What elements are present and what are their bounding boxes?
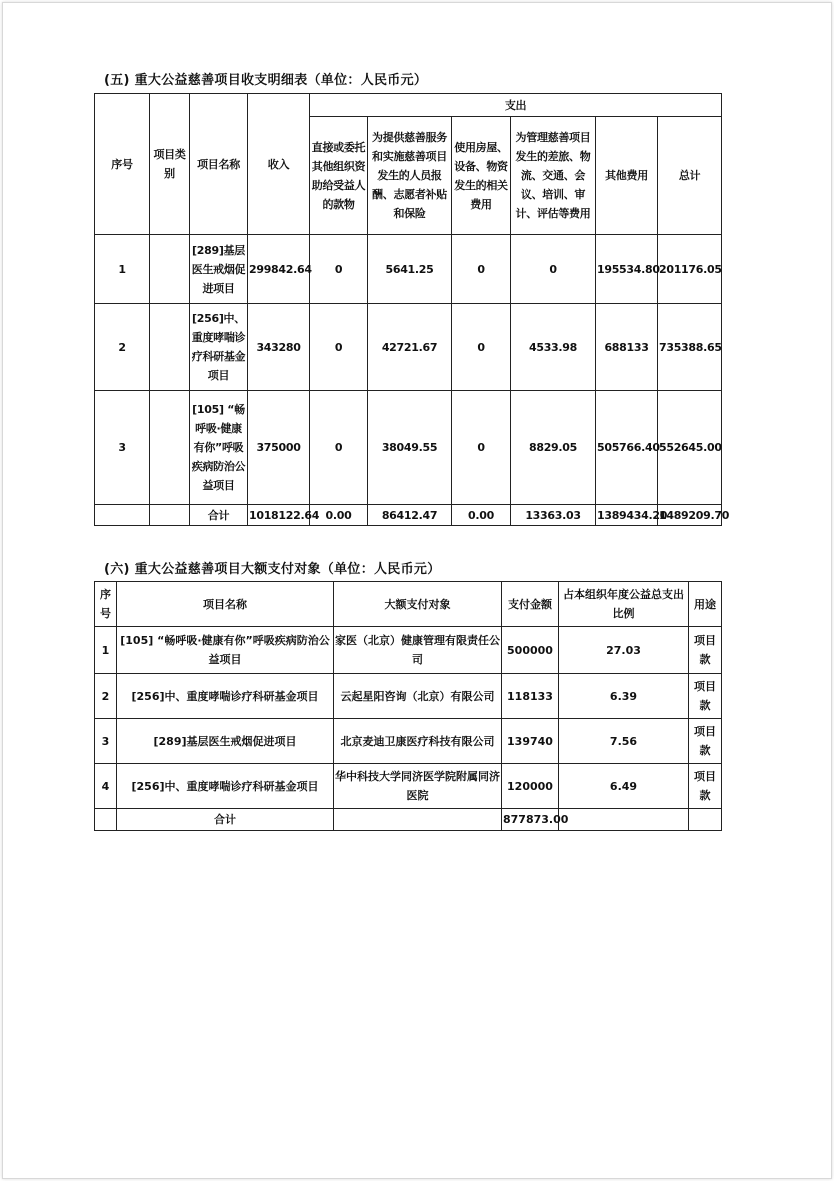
header-expense: 支出	[310, 94, 722, 117]
other-cell: 195534.80	[596, 235, 658, 304]
payee-cell	[334, 809, 502, 831]
header-seq: 序号	[95, 94, 150, 235]
name-cell: [289]基层医生戒烟促进项目	[190, 235, 248, 304]
category-cell	[150, 391, 190, 505]
amount-cell: 118133	[502, 674, 559, 719]
total-cell: 201176.05	[658, 235, 722, 304]
staff-cell: 5641.25	[368, 235, 452, 304]
header-purpose: 用途	[689, 582, 722, 627]
purpose-cell: 项目款	[689, 627, 722, 674]
seq-cell: 3	[95, 719, 117, 764]
table-row	[95, 719, 722, 764]
seq-cell: 4	[95, 764, 117, 809]
other-cell: 1389434.20	[596, 505, 658, 526]
payee-cell: 华中科技大学同济医学院附属同济医院	[334, 764, 502, 809]
amount-cell: 877873.00	[502, 809, 559, 831]
purpose-cell: 项目款	[689, 764, 722, 809]
header-ratio: 占本组织年度公益总支出比例	[559, 582, 689, 627]
table-row	[95, 391, 722, 505]
header-management: 为管理慈善项目发生的差旅、物流、交通、会议、培训、审计、评估等费用	[511, 117, 596, 235]
management-cell: 0	[511, 235, 596, 304]
income-expense-table	[94, 93, 730, 526]
other-cell: 505766.40	[596, 391, 658, 505]
direct-cell: 0	[310, 235, 368, 304]
category-cell	[150, 304, 190, 391]
staff-cell: 86412.47	[368, 505, 452, 526]
table-row	[95, 627, 722, 674]
payee-cell: 北京麦迪卫康医疗科技有限公司	[334, 719, 502, 764]
income-cell: 1018122.64	[248, 505, 310, 526]
section5-title: (五) 重大公益慈善项目收支明细表（单位：人民币元）	[104, 73, 428, 88]
total-cell: 552645.00	[658, 391, 722, 505]
table-row	[95, 235, 722, 304]
property-cell: 0	[452, 391, 511, 505]
category-cell	[150, 235, 190, 304]
direct-cell: 0.00	[310, 505, 368, 526]
category-cell	[150, 505, 190, 526]
income-cell: 375000	[248, 391, 310, 505]
purpose-cell	[689, 809, 722, 831]
amount-cell: 139740	[502, 719, 559, 764]
property-cell: 0.00	[452, 505, 511, 526]
seq-cell: 1	[95, 627, 117, 674]
header-name: 项目名称	[190, 94, 248, 235]
amount-cell: 120000	[502, 764, 559, 809]
direct-cell: 0	[310, 304, 368, 391]
ratio-cell: 27.03	[559, 627, 689, 674]
payee-cell: 云起星阳咨询（北京）有限公司	[334, 674, 502, 719]
name-cell: [105] “畅呼吸·健康有你”呼吸疾病防治公益项目	[190, 391, 248, 505]
section6-title: (六) 重大公益慈善项目大额支付对象（单位：人民币元）	[104, 562, 441, 577]
income-cell: 299842.64	[248, 235, 310, 304]
name-cell: [289]基层医生戒烟促进项目	[117, 719, 334, 764]
header-other: 其他费用	[596, 117, 658, 235]
total-cell: 735388.65	[658, 304, 722, 391]
name-cell: [256]中、重度哮喘诊疗科研基金项目	[190, 304, 248, 391]
large-payment-table	[94, 581, 722, 831]
direct-cell: 0	[310, 391, 368, 505]
header-direct: 直接或委托其他组织资助给受益人的款物	[310, 117, 368, 235]
income-cell: 343280	[248, 304, 310, 391]
table-row	[95, 304, 722, 391]
header-name: 项目名称	[117, 582, 334, 627]
ratio-cell: 6.39	[559, 674, 689, 719]
table-row	[95, 674, 722, 719]
sum-label: 合计	[190, 505, 248, 526]
header-payee: 大额支付对象	[334, 582, 502, 627]
seq-cell: 1	[95, 235, 150, 304]
header-total: 总计	[658, 117, 722, 235]
ratio-cell: 7.56	[559, 719, 689, 764]
property-cell: 0	[452, 235, 511, 304]
staff-cell: 38049.55	[368, 391, 452, 505]
ratio-cell	[559, 809, 689, 831]
sum-row	[95, 809, 722, 831]
sum-row	[95, 505, 722, 526]
purpose-cell: 项目款	[689, 719, 722, 764]
seq-cell: 2	[95, 304, 150, 391]
seq-cell	[95, 809, 117, 831]
management-cell: 13363.03	[511, 505, 596, 526]
header-income: 收入	[248, 94, 310, 235]
seq-cell: 2	[95, 674, 117, 719]
name-cell: [256]中、重度哮喘诊疗科研基金项目	[117, 764, 334, 809]
other-cell: 688133	[596, 304, 658, 391]
property-cell: 0	[452, 304, 511, 391]
name-cell: [105] “畅呼吸·健康有你”呼吸疾病防治公益项目	[117, 627, 334, 674]
header-category: 项目类别	[150, 94, 190, 235]
purpose-cell: 项目款	[689, 674, 722, 719]
ratio-cell: 6.49	[559, 764, 689, 809]
total-cell: 1489209.70	[658, 505, 722, 526]
amount-cell: 500000	[502, 627, 559, 674]
sum-label: 合计	[117, 809, 334, 831]
header-property: 使用房屋、设备、物资发生的相关费用	[452, 117, 511, 235]
header-staff: 为提供慈善服务和实施慈善项目发生的人员报酬、志愿者补贴和保险	[368, 117, 452, 235]
payee-cell: 家医（北京）健康管理有限责任公司	[334, 627, 502, 674]
management-cell: 4533.98	[511, 304, 596, 391]
table-row	[95, 764, 722, 809]
seq-cell	[95, 505, 150, 526]
header-seq: 序号	[95, 582, 117, 627]
seq-cell: 3	[95, 391, 150, 505]
management-cell: 8829.05	[511, 391, 596, 505]
header-amount: 支付金额	[502, 582, 559, 627]
name-cell: [256]中、重度哮喘诊疗科研基金项目	[117, 674, 334, 719]
staff-cell: 42721.67	[368, 304, 452, 391]
